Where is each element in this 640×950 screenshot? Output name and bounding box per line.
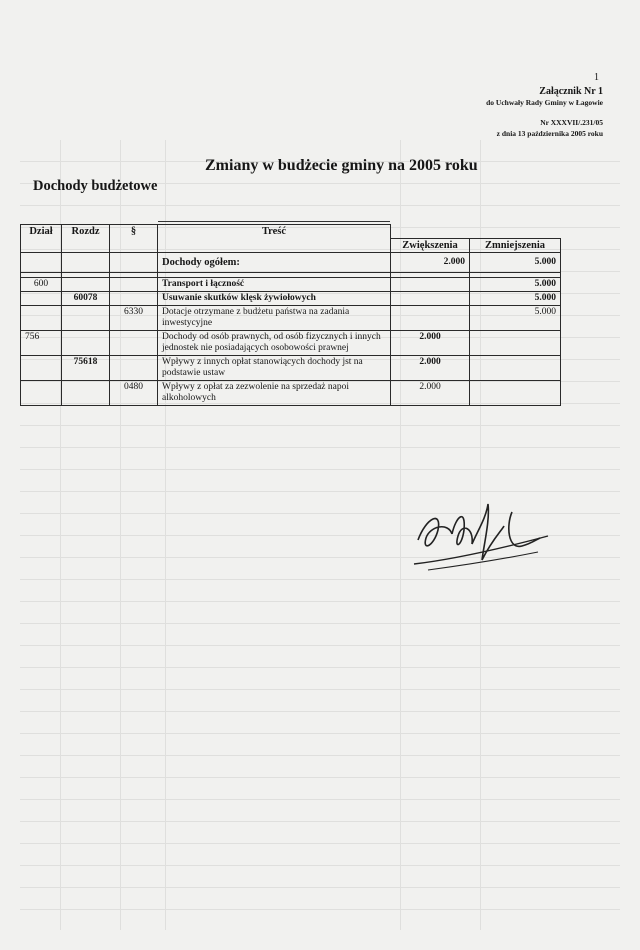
table-row xyxy=(21,355,561,380)
table-row xyxy=(21,305,561,330)
cell-rozdz: 60078 xyxy=(62,291,110,305)
cell-dzial xyxy=(21,305,62,330)
table-row xyxy=(21,380,561,405)
cell-tresc: Wpływy z innych opłat stanowiących dochody jst na podstawie ustaw xyxy=(158,355,391,380)
header-rozdz: Rozdz xyxy=(62,225,110,253)
annex-resolution-number: Nr XXXVII/.231/05 xyxy=(540,118,603,127)
table-row xyxy=(21,291,561,305)
total-zwiekszenia: 2.000 xyxy=(391,252,470,272)
page-number: 1 xyxy=(594,72,599,83)
cell-tresc: Transport i łączność xyxy=(158,277,391,291)
cell-par xyxy=(110,330,158,355)
annex-resolution-line: do Uchwały Rady Gminy w Łagowie xyxy=(486,98,603,107)
cell-dzial: 600 xyxy=(21,277,62,291)
cell-par: 6330 xyxy=(110,305,158,330)
total-zmniejszenia: 5.000 xyxy=(470,252,561,272)
table-row xyxy=(21,330,561,355)
cell-par: 0480 xyxy=(110,380,158,405)
document-title: Zmiany w budżecie gminy na 2005 roku xyxy=(205,157,478,174)
cell-tresc: Dochody od osób prawnych, od osób fizycznych i innych jednostek nie posiadających osobowości prawnej xyxy=(158,330,391,355)
annex-block xyxy=(486,86,603,139)
section-title: Dochody budżetowe xyxy=(33,178,158,194)
cell-zwiekszenia xyxy=(391,305,470,330)
cell-par xyxy=(110,277,158,291)
header-dzial: Dział xyxy=(21,225,62,253)
cell-zmniejszenia xyxy=(470,380,561,405)
cell-rozdz xyxy=(62,380,110,405)
cell-zmniejszenia: 5.000 xyxy=(470,291,561,305)
budget-table xyxy=(20,224,561,406)
handwritten-signature xyxy=(408,500,558,580)
header-tresc-cont xyxy=(158,238,391,252)
cell-dzial: 756 xyxy=(21,330,62,355)
total-rozdz xyxy=(62,252,110,272)
cell-rozdz xyxy=(62,277,110,291)
cell-zmniejszenia xyxy=(470,355,561,380)
table-header-row xyxy=(21,225,561,239)
cell-zwiekszenia xyxy=(391,291,470,305)
cell-rozdz xyxy=(62,330,110,355)
cell-zwiekszenia xyxy=(391,277,470,291)
cell-zwiekszenia: 2.000 xyxy=(391,330,470,355)
total-row xyxy=(21,252,561,272)
header-paragraph: § xyxy=(110,225,158,253)
table-row xyxy=(21,277,561,291)
header-zmniejszenia: Zmniejszenia xyxy=(470,238,561,252)
cell-zwiekszenia: 2.000 xyxy=(391,380,470,405)
cell-dzial xyxy=(21,291,62,305)
cell-zmniejszenia xyxy=(470,330,561,355)
header-zwiekszenia: Zwiększenia xyxy=(391,238,470,252)
header-tresc: Treść xyxy=(158,225,391,239)
header-blank xyxy=(391,225,561,239)
header-rule xyxy=(158,221,390,222)
cell-zmniejszenia: 5.000 xyxy=(470,277,561,291)
annex-date: z dnia 13 października 2005 roku xyxy=(496,129,603,138)
cell-par xyxy=(110,291,158,305)
total-par xyxy=(110,252,158,272)
cell-zmniejszenia: 5.000 xyxy=(470,305,561,330)
cell-tresc: Wpływy z opłat za zezwolenie na sprzedaż napoi alkoholowych xyxy=(158,380,391,405)
cell-tresc: Usuwanie skutków klęsk żywiołowych xyxy=(158,291,391,305)
cell-zwiekszenia: 2.000 xyxy=(391,355,470,380)
cell-rozdz xyxy=(62,305,110,330)
cell-tresc: Dotacje otrzymane z budżetu państwa na zadania inwestycyjne xyxy=(158,305,391,330)
cell-dzial xyxy=(21,380,62,405)
annex-title: Załącznik Nr 1 xyxy=(539,86,603,97)
cell-dzial xyxy=(21,355,62,380)
cell-par xyxy=(110,355,158,380)
total-label: Dochody ogółem: xyxy=(158,252,391,272)
total-dzial xyxy=(21,252,62,272)
cell-rozdz: 75618 xyxy=(62,355,110,380)
